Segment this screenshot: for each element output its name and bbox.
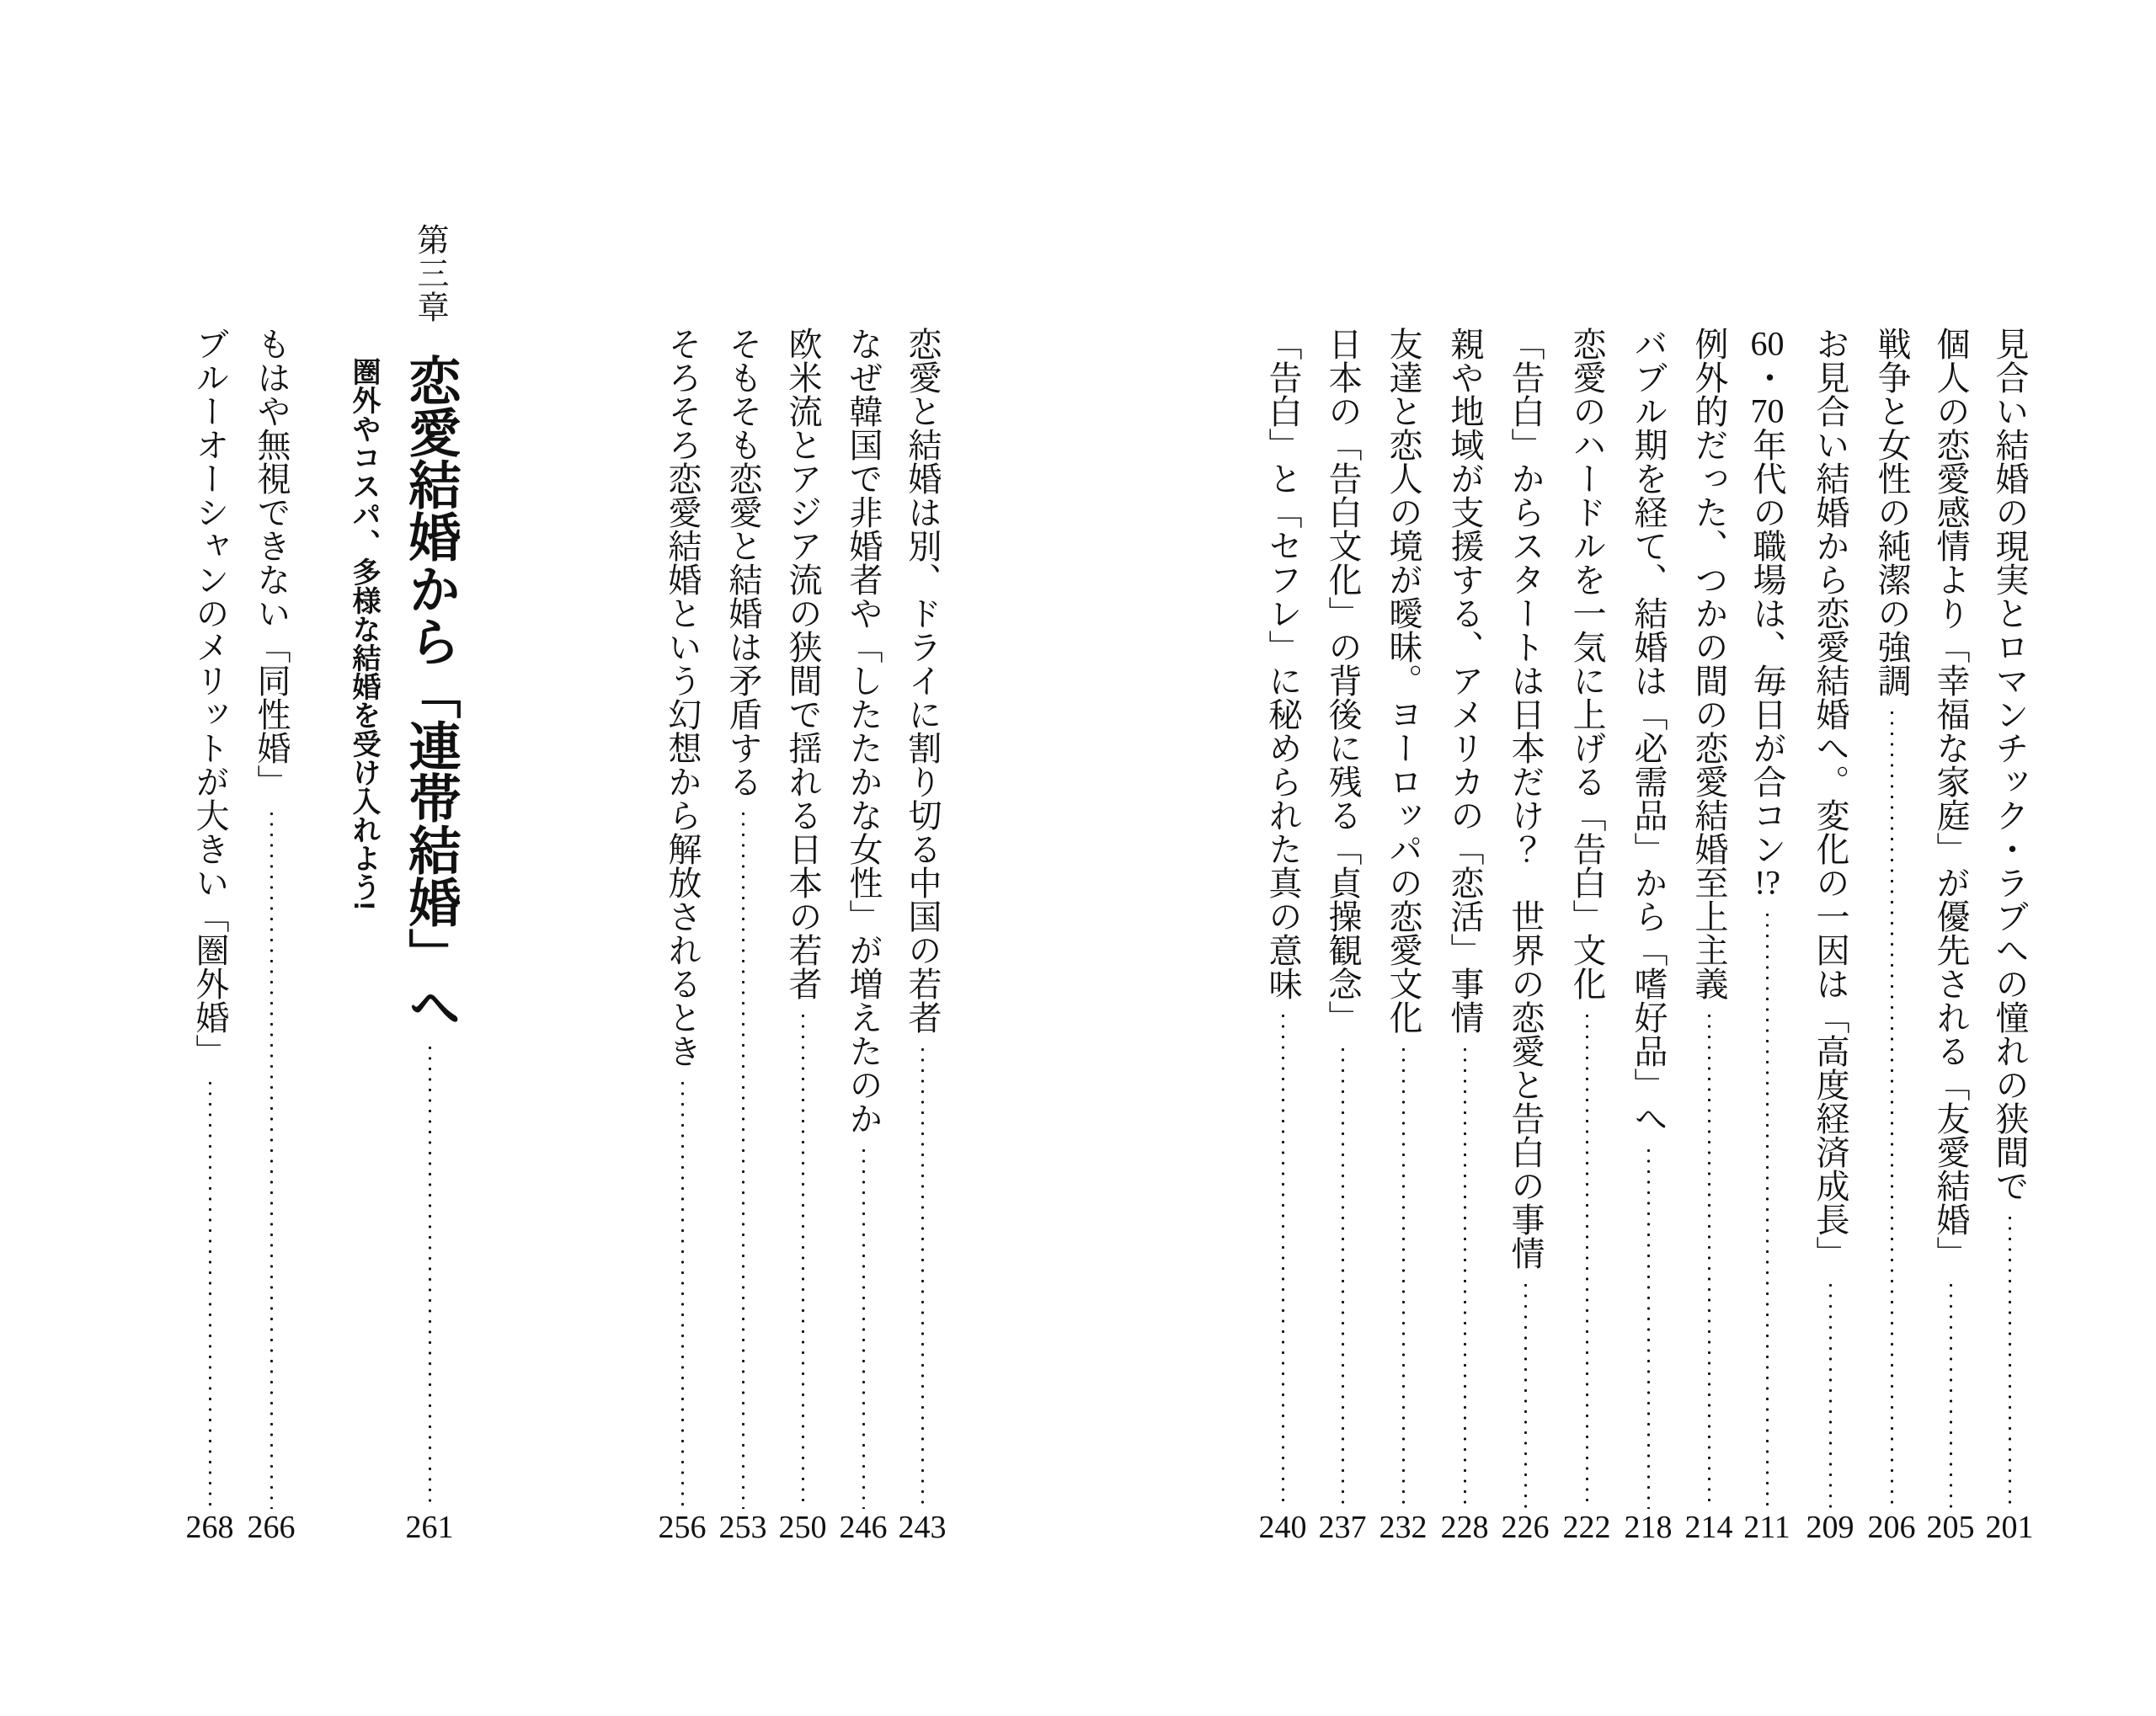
entry-page-number: 237 xyxy=(1318,1510,1367,1545)
entry-page-number: 226 xyxy=(1501,1510,1550,1545)
entry-title: もはや無視できない「同性婚」 xyxy=(253,327,291,798)
entry-title: バブル期を経て、結婚は「必需品」から「嗜好品」へ xyxy=(1630,327,1668,1135)
entry-page-number: 206 xyxy=(1867,1510,1916,1545)
dotted-leader xyxy=(1464,1047,1466,1509)
entry-title: 見合い結婚の現実とロマンチック・ラブへの憧れの狭間で xyxy=(1991,327,2029,1202)
dotted-leader xyxy=(681,1081,684,1509)
toc-entry xyxy=(710,327,776,1509)
entry-page-number: 201 xyxy=(1985,1510,2034,1545)
toc-entry xyxy=(889,327,955,1509)
dotted-leader xyxy=(802,1014,804,1509)
chapter-page-number: 261 xyxy=(405,1510,454,1545)
entry-title: 「告白」からスタートは日本だけ？ 世界の恋愛と告白の事情 xyxy=(1507,327,1545,1270)
entry-title: 日本の「告白文化」の背後に残る「貞操観念」 xyxy=(1324,327,1362,1034)
toc-entry xyxy=(1554,327,1620,1509)
entry-title: 恋愛と結婚は別、ドライに割り切る中国の若者 xyxy=(904,327,942,1034)
dotted-leader xyxy=(1524,1283,1527,1509)
toc-entry xyxy=(1615,327,1681,1509)
toc-entry xyxy=(1859,327,1924,1509)
toc-entry xyxy=(1676,327,1742,1509)
entry-page-number: 268 xyxy=(185,1510,234,1545)
dotted-leader xyxy=(742,812,744,1509)
entry-title: 欧米流とアジア流の狭間で揺れる日本の若者 xyxy=(784,327,822,1000)
dotted-leader xyxy=(1766,913,1769,1509)
dotted-leader xyxy=(1402,1047,1405,1509)
dotted-leader xyxy=(1586,1014,1588,1509)
dotted-leader xyxy=(270,812,273,1509)
dotted-leader xyxy=(1708,1014,1710,1509)
entry-page-number: 246 xyxy=(839,1510,888,1545)
entry-page-number: 214 xyxy=(1684,1510,1733,1545)
entry-title: 友達と恋人の境が曖昧。ヨーロッパの恋愛文化 xyxy=(1385,327,1422,1034)
entry-page-number: 253 xyxy=(718,1510,767,1545)
toc-entry xyxy=(1370,327,1436,1509)
dotted-leader xyxy=(1282,1014,1284,1509)
entry-page-number: 232 xyxy=(1379,1510,1428,1545)
entry-page-number: 205 xyxy=(1926,1510,1975,1545)
toc-entry xyxy=(1310,327,1375,1509)
toc-entry xyxy=(1734,327,1800,1509)
entry-title: そろそろ恋愛結婚という幻想から解放されるとき xyxy=(664,327,702,1068)
chapter-subtitle: 圏外やコスパ、多様な結婚を受け入れよう! xyxy=(348,357,380,911)
toc-entry xyxy=(1250,327,1315,1509)
dotted-leader xyxy=(1647,1148,1650,1509)
toc-entry xyxy=(770,327,835,1509)
toc-entry xyxy=(649,327,715,1509)
entry-page-number: 228 xyxy=(1440,1510,1489,1545)
toc-entry xyxy=(1492,327,1558,1509)
entry-page-number: 256 xyxy=(658,1510,707,1545)
entry-page-number: 266 xyxy=(247,1510,296,1545)
entry-page-number: 209 xyxy=(1806,1510,1854,1545)
chapter-title: 恋愛結婚から「連帯結婚」へ xyxy=(401,354,459,1032)
toc-entry xyxy=(1977,327,2042,1509)
entry-page-number: 250 xyxy=(778,1510,827,1545)
entry-page-number: 240 xyxy=(1258,1510,1307,1545)
entry-page-number: 211 xyxy=(1743,1510,1790,1545)
dotted-leader xyxy=(429,1046,431,1509)
entry-title: 親や地域が支援する、アメリカの「恋活」事情 xyxy=(1446,327,1484,1034)
toc-entry xyxy=(238,327,304,1509)
dotted-leader xyxy=(2009,1216,2011,1509)
dotted-leader xyxy=(209,1081,211,1509)
dotted-leader xyxy=(1829,1283,1832,1509)
toc-entry xyxy=(1432,327,1497,1509)
entry-title: 個人の恋愛感情より「幸福な家庭」が優先される「友愛結婚」 xyxy=(1932,327,1970,1270)
toc-entry xyxy=(177,327,243,1509)
chapter-number-label: 第三章 xyxy=(412,223,447,324)
entry-title: 「告白」と「セフレ」に秘められた真の意味 xyxy=(1264,327,1302,1000)
dotted-leader xyxy=(1342,1047,1344,1509)
entry-title: お見合い結婚から恋愛結婚へ。変化の一因は「高度経済成長」 xyxy=(1812,327,1849,1270)
dotted-leader xyxy=(862,1148,865,1509)
dotted-leader xyxy=(1891,711,1893,1509)
dotted-leader xyxy=(921,1047,924,1509)
chapter-title-column xyxy=(392,354,467,1509)
dotted-leader xyxy=(1950,1283,1952,1509)
entry-title: 恋愛のハードルを一気に上げる「告白」文化 xyxy=(1568,327,1606,1000)
entry-title: そもそも恋愛と結婚は矛盾する xyxy=(724,327,762,798)
entry-title: 例外的だった、つかの間の恋愛結婚至上主義 xyxy=(1690,327,1728,1000)
toc-entry xyxy=(1918,327,1983,1509)
toc-entry xyxy=(1797,327,1863,1509)
entry-page-number: 218 xyxy=(1624,1510,1673,1545)
entry-title: 60・70年代の職場は、毎日が合コン!? xyxy=(1748,327,1786,899)
entry-title: 戦争と女性の純潔の強調 xyxy=(1873,327,1911,697)
entry-page-number: 222 xyxy=(1562,1510,1611,1545)
entry-title: なぜ韓国で非婚者や「したたかな女性」が増えたのか xyxy=(845,327,883,1135)
entry-page-number: 243 xyxy=(898,1510,947,1545)
toc-entry xyxy=(830,327,896,1509)
entry-title: ブルーオーシャンのメリットが大きい「圏外婚」 xyxy=(191,327,229,1068)
